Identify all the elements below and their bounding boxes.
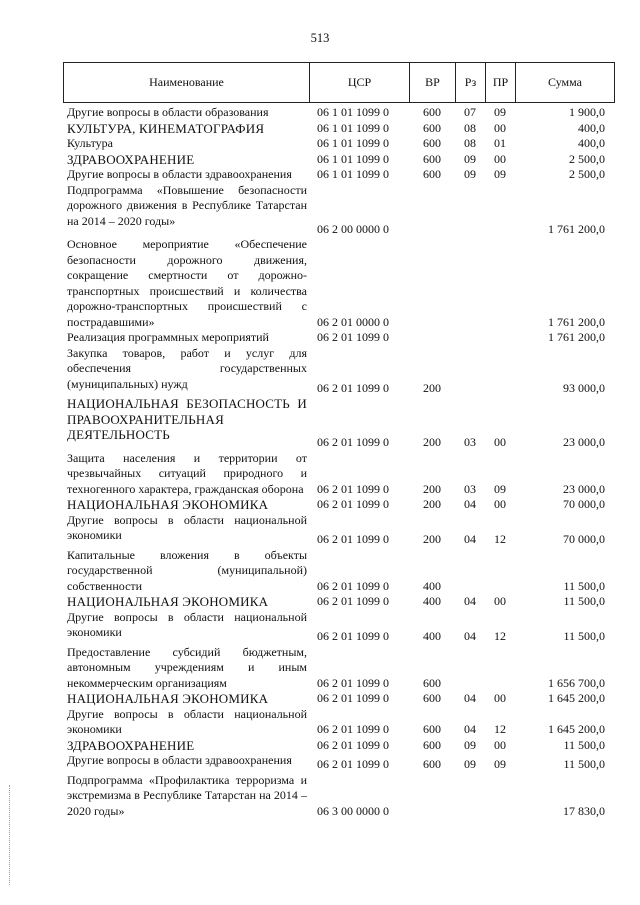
row-sum: 1 900,0: [569, 105, 605, 119]
budget-table: [63, 62, 615, 819]
row-vr: 400: [423, 594, 441, 608]
row-rz: 08: [464, 120, 476, 135]
row-pr: 00: [494, 435, 506, 449]
table-row: [63, 330, 615, 346]
row-csr: 06 2 01 1099 0: [317, 629, 389, 643]
row-rz: 08: [464, 136, 476, 150]
row-vr: 600: [423, 737, 441, 752]
row-rz: 04: [464, 594, 476, 608]
row-vr: 600: [423, 691, 441, 705]
row-csr: 06 2 01 1099 0: [317, 435, 389, 449]
row-name: Другие вопросы в области образования: [67, 105, 269, 119]
row-sum: 1 761 200,0: [548, 221, 605, 236]
row-csr: 06 2 00 0000 0: [317, 221, 389, 236]
row-name: Другие вопросы в области здравоохранения: [67, 167, 292, 181]
row-vr: 200: [423, 532, 441, 546]
row-pr: 01: [494, 136, 506, 150]
table-row: [63, 152, 615, 168]
row-sum: 2 500,0: [569, 167, 605, 181]
row-csr: 06 2 01 1099 0: [317, 757, 389, 771]
table-row: [63, 451, 615, 498]
row-sum: 1 761 200,0: [548, 330, 605, 344]
row-pr: 00: [494, 737, 506, 752]
row-name: Культура: [67, 136, 113, 150]
table-row: [63, 753, 615, 773]
row-sum: 400,0: [578, 136, 605, 150]
row-sum: 23 000,0: [563, 435, 605, 449]
row-sum: 11 500,0: [563, 594, 605, 608]
row-pr: 09: [494, 481, 506, 496]
row-name: НАЦИОНАЛЬНАЯ ЭКОНОМИКА: [67, 497, 269, 512]
row-rz: 09: [464, 757, 476, 771]
row-vr: 400: [423, 578, 441, 593]
row-name: Закупка товаров, работ и услуг для обеспечения государственных (муниципальных) нужд: [67, 345, 307, 391]
row-pr: 12: [494, 629, 506, 643]
table-header: [63, 62, 615, 103]
header-name: Наименование: [64, 63, 310, 102]
row-vr: 600: [423, 120, 441, 135]
row-sum: 17 830,0: [563, 803, 605, 818]
table-row: [63, 513, 615, 548]
row-csr: 06 1 01 1099 0: [317, 105, 389, 119]
row-vr: 600: [423, 136, 441, 150]
row-sum: 70 000,0: [563, 532, 605, 546]
row-pr: 09: [494, 167, 506, 181]
table-row: [63, 167, 615, 183]
row-rz: 04: [464, 532, 476, 546]
row-rz: 03: [464, 481, 476, 496]
row-pr: 12: [494, 532, 506, 546]
row-vr: 600: [423, 105, 441, 119]
row-csr: 06 2 01 1099 0: [317, 380, 389, 395]
row-vr: 600: [423, 167, 441, 181]
row-name: Предоставление субсидий бюджетным, автономным учреждениям и иным некоммерческим организациям: [67, 644, 307, 690]
row-name: НАЦИОНАЛЬНАЯ ЭКОНОМИКА: [67, 691, 269, 706]
row-csr: 06 2 01 1099 0: [317, 330, 389, 344]
row-rz: 09: [464, 167, 476, 181]
row-name: Другие вопросы в области национальной экономики: [67, 609, 307, 639]
row-sum: 400,0: [578, 120, 605, 135]
row-pr: 09: [494, 757, 506, 771]
row-pr: 00: [494, 691, 506, 705]
table-row: [63, 691, 615, 707]
row-vr: 600: [423, 675, 441, 690]
table-row: [63, 237, 615, 330]
row-csr: 06 2 01 1099 0: [317, 675, 389, 690]
table-row: [63, 121, 615, 137]
row-name: Другие вопросы в области национальной экономики: [67, 706, 307, 736]
row-pr: 00: [494, 497, 506, 511]
page-number: 513: [310, 31, 330, 45]
row-csr: 06 1 01 1099 0: [317, 167, 389, 181]
table-row: [63, 594, 615, 610]
row-csr: 06 1 01 1099 0: [317, 136, 389, 150]
row-name: Реализация программных мероприятий: [67, 330, 269, 344]
table-row: [63, 773, 615, 820]
row-name: НАЦИОНАЛЬНАЯ БЕЗОПАСНОСТЬ И ПРАВООХРАНИТЕЛЬНАЯ ДЕЯТЕЛЬНОСТЬ: [67, 396, 307, 442]
row-pr: 00: [494, 151, 506, 166]
table-body: [63, 105, 615, 819]
header-rz: Рз: [456, 63, 486, 102]
row-pr: 00: [494, 594, 506, 608]
row-csr: 06 2 01 1099 0: [317, 578, 389, 593]
row-sum: 1 656 700,0: [548, 675, 605, 690]
row-vr: 600: [423, 722, 441, 736]
table-row: [63, 645, 615, 692]
row-vr: 200: [423, 497, 441, 511]
table-row: [63, 548, 615, 595]
row-vr: 400: [423, 629, 441, 643]
margin-scan-mark: [9, 785, 11, 885]
row-rz: 04: [464, 691, 476, 705]
row-csr: 06 2 01 1099 0: [317, 737, 389, 752]
table-row: [63, 497, 615, 513]
row-rz: 03: [464, 435, 476, 449]
row-vr: 200: [423, 435, 441, 449]
row-sum: 11 500,0: [563, 737, 605, 752]
row-vr: 600: [423, 151, 441, 166]
row-pr: 12: [494, 722, 506, 736]
row-pr: 00: [494, 120, 506, 135]
row-name: Другие вопросы в области здравоохранения: [67, 753, 292, 767]
row-pr: 09: [494, 105, 506, 119]
row-rz: 09: [464, 737, 476, 752]
row-name: ЗДРАВООХРАНЕНИЕ: [67, 151, 195, 167]
table-row: [63, 396, 615, 451]
table-row: [63, 707, 615, 738]
header-pr: ПР: [486, 63, 516, 102]
row-rz: 04: [464, 629, 476, 643]
table-row: [63, 610, 615, 645]
row-csr: 06 2 01 1099 0: [317, 722, 389, 736]
row-sum: 11 500,0: [563, 578, 605, 593]
row-vr: 200: [423, 481, 441, 496]
table-row: [63, 183, 615, 238]
row-sum: 93 000,0: [563, 380, 605, 395]
header-vr: ВР: [410, 63, 456, 102]
row-rz: 04: [464, 722, 476, 736]
row-csr: 06 1 01 1099 0: [317, 120, 389, 135]
row-sum: 1 761 200,0: [548, 314, 605, 329]
row-vr: 200: [423, 380, 441, 395]
table-row: [63, 105, 615, 121]
row-sum: 2 500,0: [569, 151, 605, 166]
row-csr: 06 2 01 1099 0: [317, 691, 389, 705]
row-name: Подпрограмма «Профилактика терроризма и экстремизма в Республике Татарстан на 2014 – 2020 годы»: [67, 772, 307, 818]
header-csr: ЦСР: [310, 63, 410, 102]
row-name: ЗДРАВООХРАНЕНИЕ: [67, 737, 195, 753]
header-sum: Сумма: [548, 75, 582, 89]
row-csr: 06 3 00 0000 0: [317, 803, 389, 818]
row-rz: 07: [464, 105, 476, 119]
row-name: НАЦИОНАЛЬНАЯ ЭКОНОМИКА: [67, 594, 269, 609]
table-row: [63, 738, 615, 754]
table-row: [63, 136, 615, 152]
row-vr: 600: [423, 757, 441, 771]
row-name: Основное мероприятие «Обеспечение безопасности дорожного движения, сокращение смертности от дорожно-транспортных происшествий и количества дорожно-транспортных происшествий с пострадавшими»: [67, 237, 307, 329]
row-name: Подпрограмма «Повышение безопасности дорожного движения в Республике Татарстан на 2014 – 2020 годы»: [67, 182, 307, 228]
row-sum: 1 645 200,0: [548, 722, 605, 736]
row-csr: 06 2 01 1099 0: [317, 594, 389, 608]
row-name: Защита населения и территории от чрезвычайных ситуаций природного и техногенного характера, гражданская оборона: [67, 450, 307, 496]
table-row: [63, 346, 615, 397]
row-name: Капитальные вложения в объекты государственной (муниципальной) собственности: [67, 547, 307, 593]
row-csr: 06 2 01 1099 0: [317, 532, 389, 546]
row-csr: 06 1 01 1099 0: [317, 151, 389, 166]
row-rz: 09: [464, 151, 476, 166]
row-name: КУЛЬТУРА, КИНЕМАТОГРАФИЯ: [67, 120, 265, 136]
row-sum: 1 645 200,0: [548, 691, 605, 705]
row-csr: 06 2 01 1099 0: [317, 481, 389, 496]
row-sum: 11 500,0: [563, 757, 605, 771]
row-sum: 23 000,0: [563, 481, 605, 496]
row-name: Другие вопросы в области национальной экономики: [67, 512, 307, 542]
row-csr: 06 2 01 0000 0: [317, 314, 389, 329]
row-csr: 06 2 01 1099 0: [317, 497, 389, 511]
row-sum: 11 500,0: [563, 629, 605, 643]
row-rz: 04: [464, 497, 476, 511]
row-sum: 70 000,0: [563, 497, 605, 511]
